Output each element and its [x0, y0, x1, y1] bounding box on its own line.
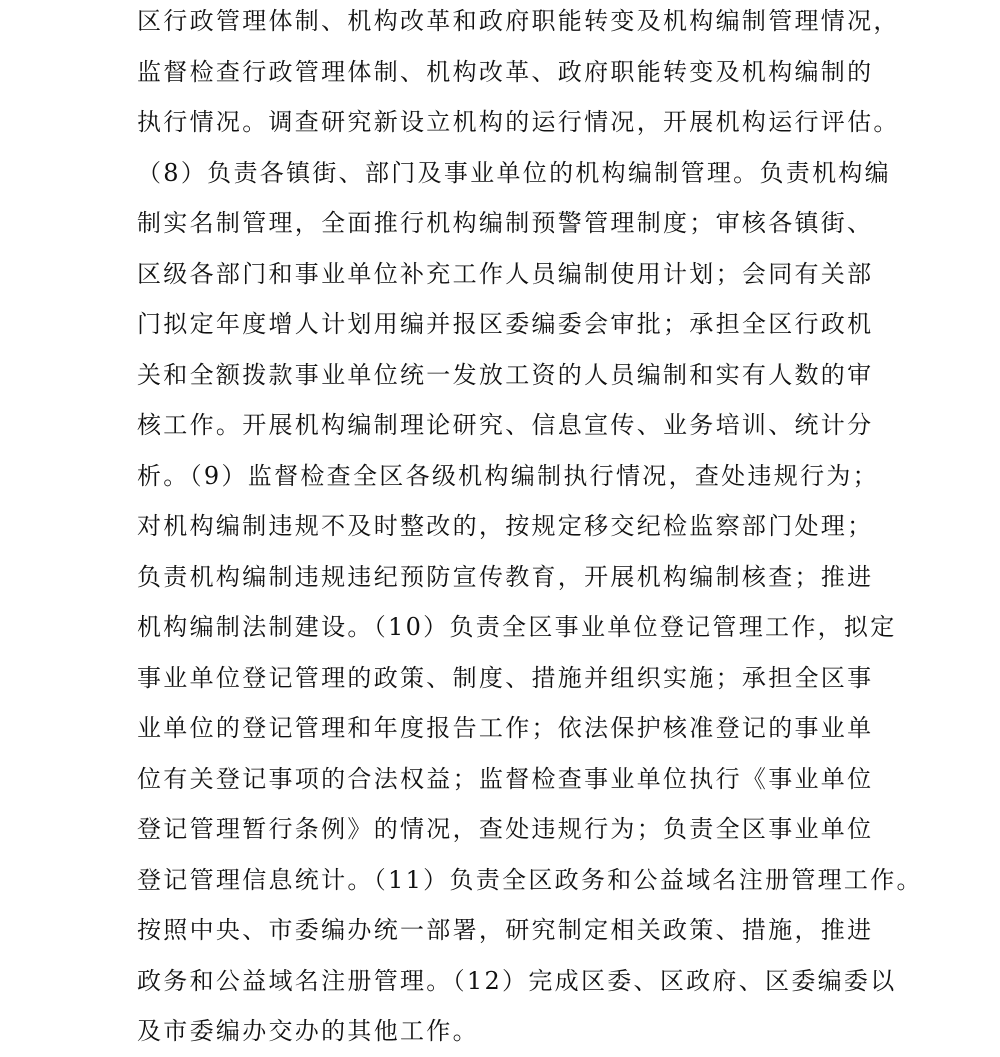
text-line: 核工作。开展机构编制理论研究、信息宣传、业务培训、统计分: [137, 411, 874, 439]
text-line: 门拟定年度增人计划用编并报区委编委会审批；承担全区行政机: [137, 310, 874, 338]
text-line: 事业单位登记管理的政策、制度、措施并组织实施；承担全区事: [137, 663, 874, 692]
text-line: 监督检查行政管理体制、机构改革、政府职能转变及机构编制的: [137, 57, 874, 86]
body-text: [137, 0, 937, 1057]
text-line: 位有关登记事项的合法权益；监督检查事业单位执行《事业单位: [137, 764, 874, 793]
text-line: 执行情况。调查研究新设立机构的运行情况，开展机构运行评估。: [137, 108, 900, 136]
text-line: 登记管理暂行条例》的情况，查处违规行为；负责全区事业单位: [137, 815, 874, 843]
text-line: 对机构编制违规不及时整改的，按规定移交纪检监察部门处理；: [137, 512, 874, 540]
text-line: 析。（9）监督检查全区各级机构编制执行情况，查处违规行为；: [137, 461, 879, 490]
text-line: 制实名制管理，全面推行机构编制预警管理制度；审核各镇街、: [137, 209, 874, 237]
text-line: 及市委编办交办的其他工作。: [137, 1017, 479, 1045]
text-line: 按照中央、市委编办统一部署，研究制定相关政策、措施，推进: [137, 916, 874, 944]
text-line: 业单位的登记管理和年度报告工作；依法保护核准登记的事业单: [137, 714, 874, 742]
text-line: （8）负责各镇街、部门及事业单位的机构编制管理。负责机构编: [137, 158, 891, 187]
text-line: 负责机构编制违规违纪预防宣传教育，开展机构编制核查；推进: [137, 562, 874, 591]
text-line: 区级各部门和事业单位补充工作人员编制使用计划；会同有关部: [137, 259, 874, 288]
text-line: 区行政管理体制、机构改革和政府职能转变及机构编制管理情况，: [137, 7, 900, 35]
text-line: 关和全额拨款事业单位统一发放工资的人员编制和实有人数的审: [137, 360, 874, 389]
text-line: 政务和公益域名注册管理。（12）完成区委、区政府、区委编委以: [137, 966, 897, 995]
text-line: 登记管理信息统计。（11）负责全区政务和公益域名注册管理工作。: [137, 865, 923, 894]
text-line: 机构编制法制建设。（10）负责全区事业单位登记管理工作，拟定: [137, 613, 897, 641]
